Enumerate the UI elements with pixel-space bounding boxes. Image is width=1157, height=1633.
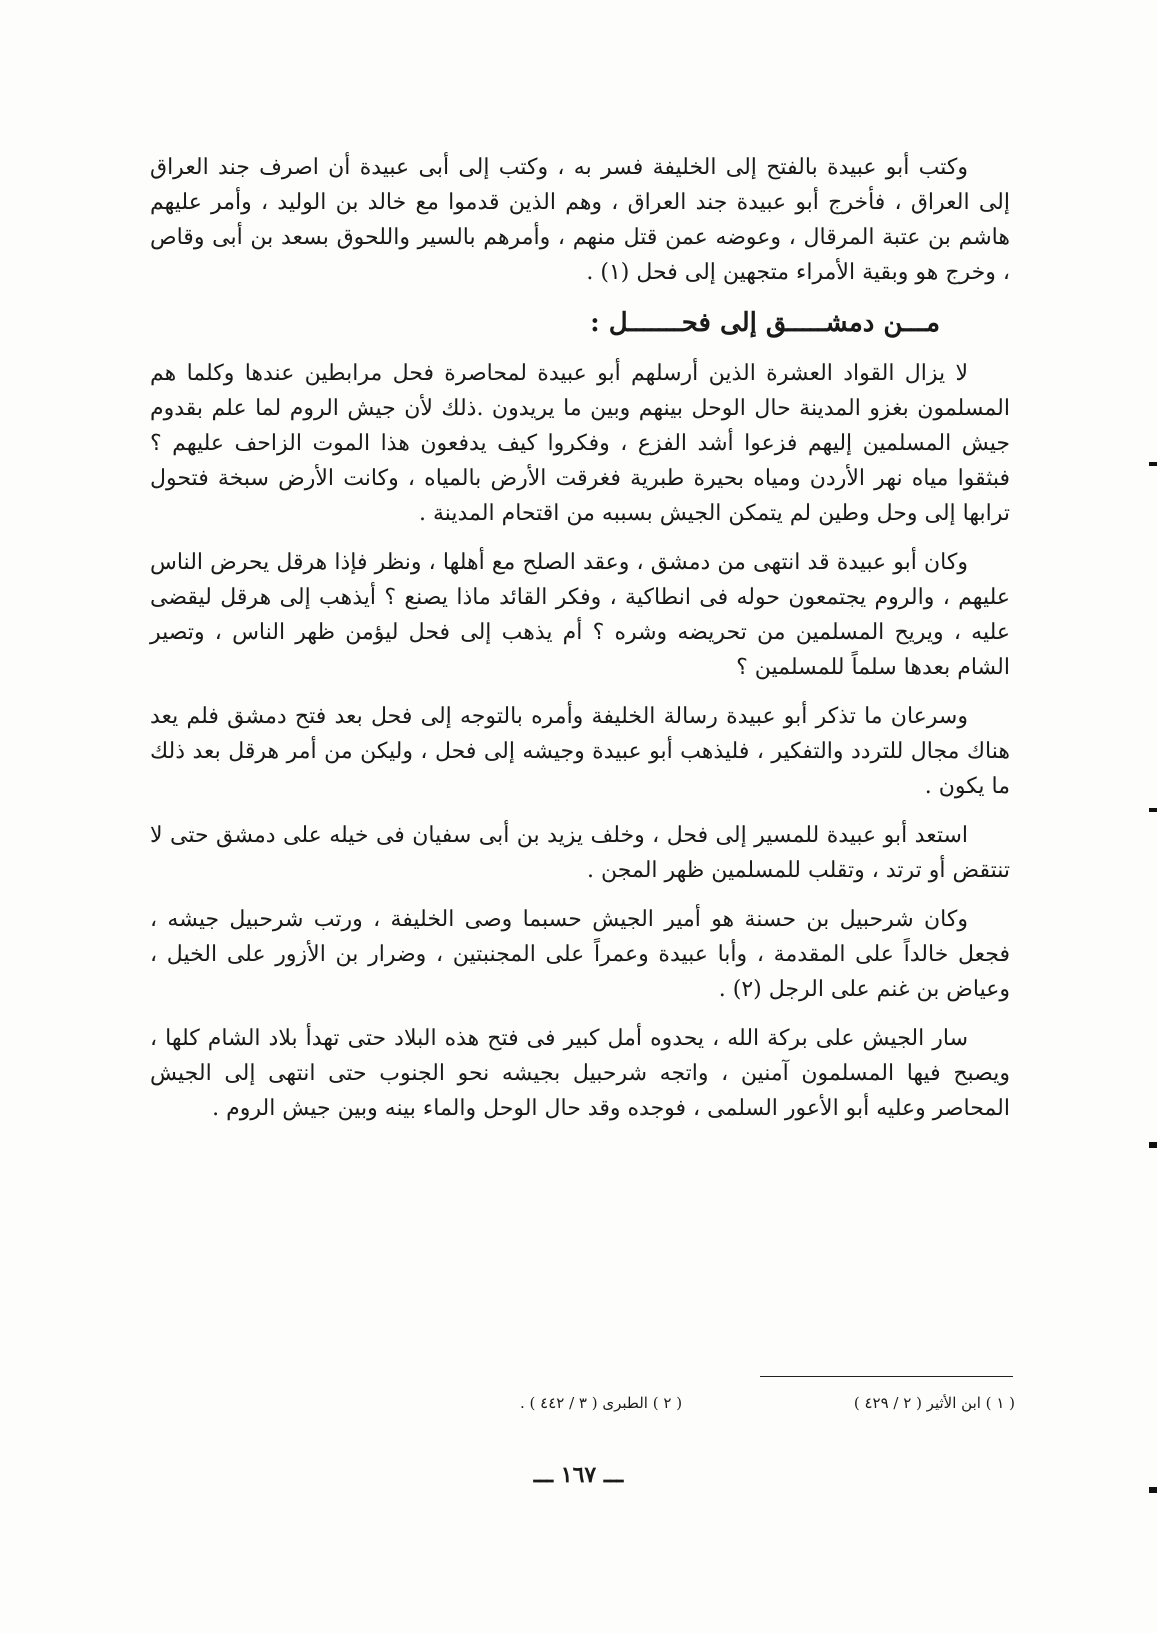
footnote-1: ( ١ ) ابن الأثير ( ٢ / ٤٢٩ ) — [853, 1394, 1015, 1412]
scan-edge-mark — [1149, 808, 1157, 812]
paragraph: وكان شرحبيل بن حسنة هو أمير الجيش حسبما وصى الخليفة ، ورتب شرحبيل جيشه ، فجعل خالداً على المقدمة ، وأبا عبيدة وعمراً على المجنبتين ، وضرار بن الأزور على الخيل ، وعياض بن غنم على الرجل (٢) . — [150, 907, 1010, 1002]
scan-edge-mark — [1149, 462, 1157, 466]
page-number: ـــ ١٦٧ ـــ — [533, 1462, 624, 1488]
paragraph: لا يزال القواد العشرة الذين أرسلهم أبو عبيدة لمحاصرة فحل مرابطين عندها وكلما هم المسلمون بغزو المدينة حال الوحل بينهم وبين ما يريدون .ذلك لأن جيش الروم لما علم بقدوم جيش المسلمين إليهم فزعوا أشد الفزع ، وفكروا كيف يدفعون هذا الموت الزاحف عليهم ؟ فبثقوا مياه نهر الأردن ومياه بحيرة طبرية فغرقت الأرض بالمياه ، وكانت الأرض سبخة فتحول ترابها إلى وحل وطين لم يتمكن الجيش بسببه من اقتحام المدينة . — [150, 361, 1010, 526]
footnotes — [520, 1392, 1015, 1414]
footnote-2: ( ٢ ) الطبرى ( ٣ / ٤٤٢ ) . — [520, 1394, 683, 1412]
paragraph-intro: وكتب أبو عبيدة بالفتح إلى الخليفة فسر به ، وكتب إلى أبى عبيدة أن اصرف جند العراق إلى العراق ، فأخرج أبو عبيدة جند العراق ، وهم الذين قدموا مع خالد بن الوليد ، وأمر عليهم هاشم بن عتبة المرقال ، وعوضه عمن قتل منهم ، وأمرهم بالسير واللحوق بسعد بن أبى وقاص ، وخرج هو وبقية الأمراء متجهين إلى فحل (١) . — [150, 155, 1010, 285]
scan-edge-mark — [1149, 1487, 1157, 1493]
section-heading: مـــن دمشـــــق إلى فحـــــــل : — [590, 308, 940, 338]
paragraph: وكان أبو عبيدة قد انتهى من دمشق ، وعقد الصلح مع أهلها ، ونظر فإذا هرقل يحرض الناس عليهم ، والروم يجتمعون حوله فى انطاكية ، وفكر القائد ماذا يصنع ؟ أيذهب إلى هرقل ليقضى عليه ، ويريح المسلمين من تحريضه وشره ؟ أم يذهب إلى فحل ليؤمن ظهر الناس ، وتصير الشام بعدها سلماً للمسلمين ؟ — [150, 550, 1010, 680]
paragraph: وسرعان ما تذكر أبو عبيدة رسالة الخليفة وأمره بالتوجه إلى فحل بعد فتح دمشق فلم يعد هناك مجال للتردد والتفكير ، فليذهب أبو عبيدة وجيشه إلى فحل ، وليكن من أمر هرقل بعد ذلك ما يكون . — [150, 704, 1010, 799]
scan-edge-mark — [1149, 1142, 1157, 1148]
paragraph: استعد أبو عبيدة للمسير إلى فحل ، وخلف يزيد بن أبى سفيان فى خيله على دمشق حتى لا تنتقض أو ترتد ، وتقلب للمسلمين ظهر المجن . — [150, 823, 1010, 883]
footnote-divider — [760, 1376, 1013, 1377]
paragraph: سار الجيش على بركة الله ، يحدوه أمل كبير فى فتح هذه البلاد حتى تهدأ بلاد الشام كلها ، ويصبح فيها المسلمون آمنين ، واتجه شرحبيل بجيشه نحو الجنوب حتى انتهى إلى الجيش المحاصر وعليه أبو الأعور السلمى ، فوجده وقد حال الوحل والماء بينه وبين جيش الروم . — [150, 1026, 1010, 1121]
body-text — [150, 150, 1010, 1140]
